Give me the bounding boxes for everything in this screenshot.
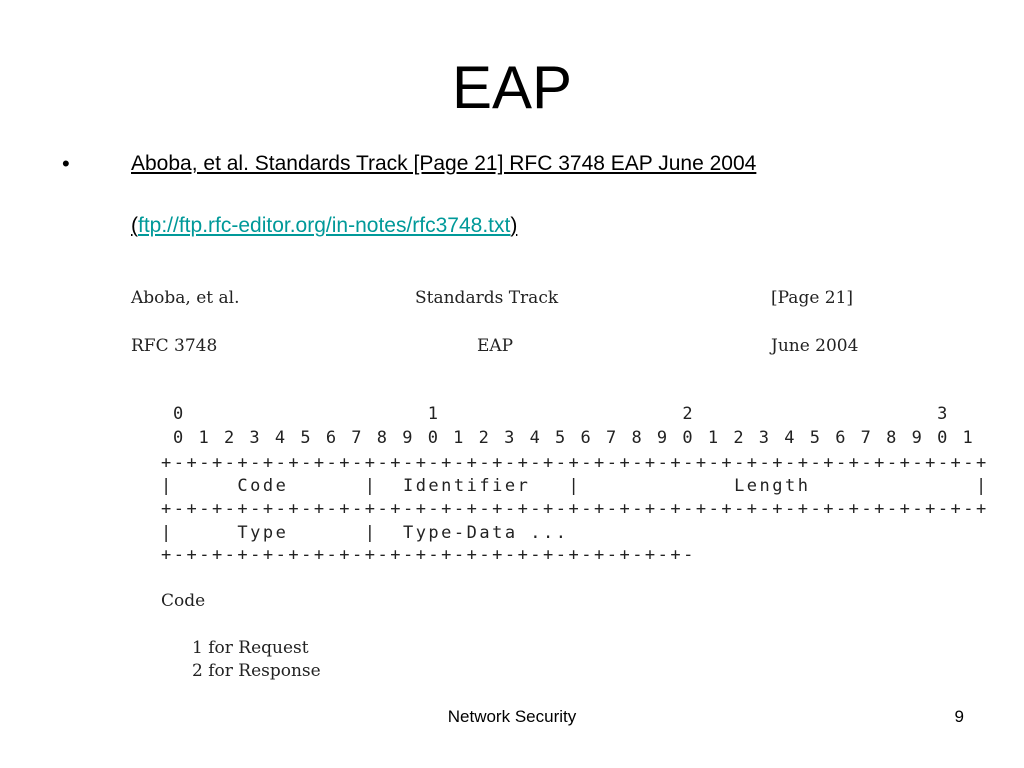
packet-row-code-identifier-length: | Code | Identifier | Length | xyxy=(161,476,989,496)
bit-ruler-tens: 0 1 2 3 xyxy=(173,404,950,424)
bullet-point: • xyxy=(62,151,70,176)
slide-title: EAP xyxy=(451,54,573,121)
packet-row-type: | Type | Type-Data ... xyxy=(161,523,569,543)
code-label: Code xyxy=(161,591,206,611)
citation-text: Aboba, et al. Standards Track [Page 21] RFC 3748 EAP June 2004 xyxy=(131,152,757,175)
url-close-paren: ) xyxy=(510,214,518,237)
code-item-response: 2 for Response xyxy=(192,661,321,681)
header-page: [Page 21] xyxy=(771,288,854,308)
header-rfc-number: RFC 3748 xyxy=(131,336,218,356)
code-item-request: 1 for Request xyxy=(192,638,309,658)
rfc-excerpt-image xyxy=(125,283,989,683)
header-date: June 2004 xyxy=(771,336,859,356)
bit-ruler-units: 0 1 2 3 4 5 6 7 8 9 0 1 2 3 4 5 6 7 8 9 0 1 2 3 4 5 6 7 8 9 0 1 xyxy=(173,428,976,448)
url-line xyxy=(131,212,517,240)
page-number: 9 xyxy=(954,707,964,726)
rfc-link[interactable]: ftp://ftp.rfc-editor.org/in-notes/rfc3748.txt xyxy=(138,214,511,237)
url-open-paren: ( xyxy=(131,214,138,237)
packet-border-middle: +-+-+-+-+-+-+-+-+-+-+-+-+-+-+-+-+-+-+-+-+-+-+-+-+-+-+-+-+-+-+-+-+ xyxy=(161,499,989,519)
header-eap: EAP xyxy=(477,336,514,356)
packet-border-top: +-+-+-+-+-+-+-+-+-+-+-+-+-+-+-+-+-+-+-+-+-+-+-+-+-+-+-+-+-+-+-+-+ xyxy=(161,453,989,473)
packet-border-bottom: +-+-+-+-+-+-+-+-+-+-+-+-+-+-+-+-+-+-+-+-+- xyxy=(161,545,696,565)
footer-title: Network Security xyxy=(447,707,577,726)
header-author: Aboba, et al. xyxy=(131,288,240,308)
header-track: Standards Track xyxy=(415,288,559,308)
